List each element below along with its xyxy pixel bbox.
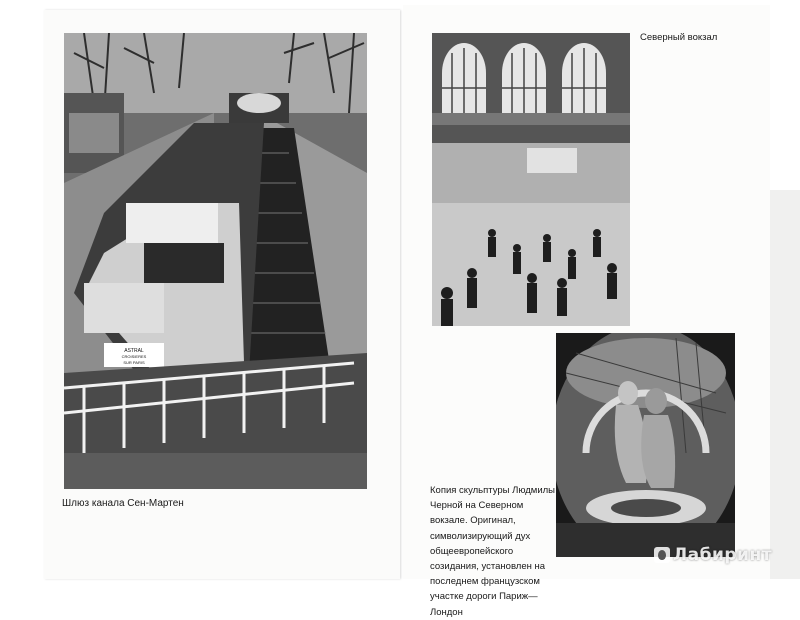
boat-sign-line2: CROISIERES (121, 354, 147, 359)
boat-sign-line1: ASTRAL (124, 348, 144, 354)
canal-lock-photo (64, 33, 367, 489)
station-caption: Северный вокзал (640, 32, 718, 43)
page-edge (770, 190, 800, 579)
lock-caption: Шлюз канала Сен-Мартен (62, 498, 184, 509)
station-photo (432, 33, 630, 326)
sculpture-caption: Копия скульптуры Людмилы Черной на Северном вокзале. Оригинал, символизирующий дух общеевропейского созидания, установлен на последнем французском участке дороги Париж—Лондон (430, 485, 555, 618)
labirint-logo-icon (654, 547, 670, 563)
sculpture-photo (556, 333, 735, 557)
labirint-watermark (654, 545, 772, 565)
watermark-text: Лабиринт (673, 545, 773, 565)
boat-sign-line3: SUR PARIS (123, 360, 145, 365)
